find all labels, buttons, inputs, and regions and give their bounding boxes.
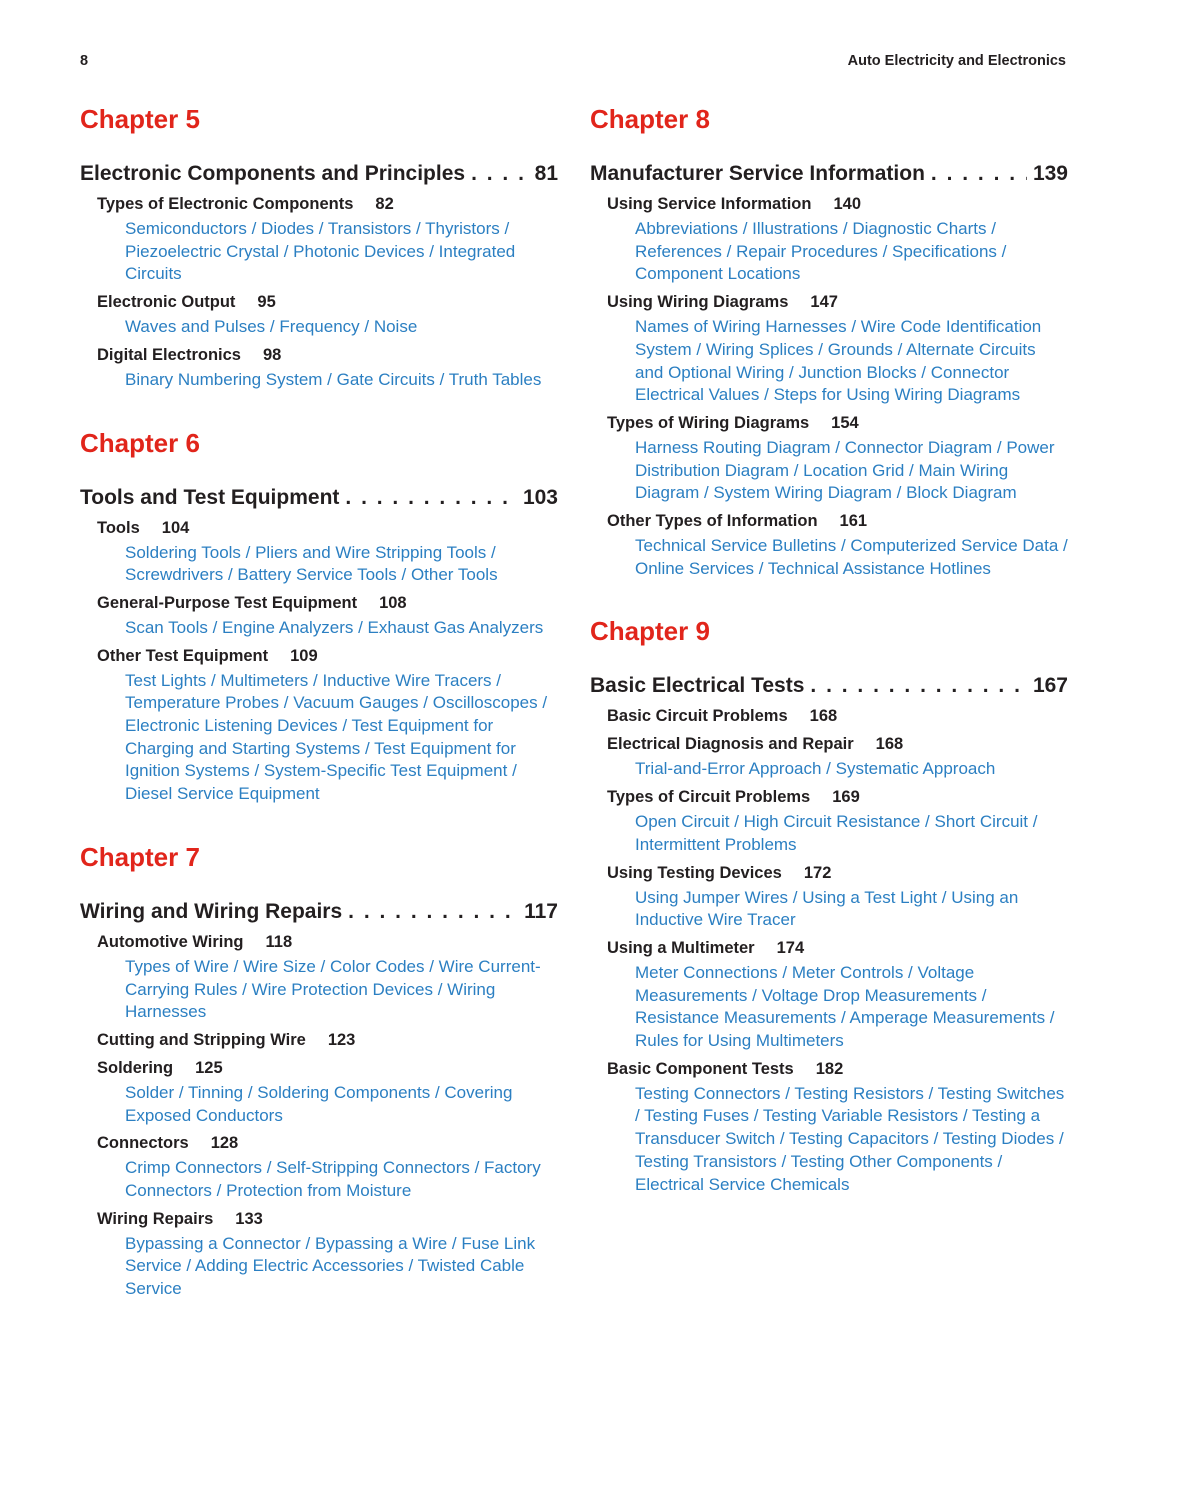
- chapter-page-number: 139: [1032, 162, 1068, 185]
- section-heading[interactable]: [97, 1207, 558, 1231]
- section-heading[interactable]: [97, 930, 558, 954]
- left-column: [80, 100, 558, 1333]
- section-topics[interactable]: Soldering Tools / Pliers and Wire Stripping Tools / Screwdrivers / Battery Service Tools / Other Tools: [125, 542, 498, 585]
- section-title: Tools: [97, 518, 140, 537]
- toc-section: [607, 704, 1068, 728]
- section-title: Basic Component Tests: [607, 1059, 794, 1078]
- toc-section: [97, 516, 558, 587]
- section-page-number: 109: [290, 646, 318, 665]
- dot-leader: [810, 672, 1027, 700]
- toc-section: [607, 785, 1068, 856]
- section-topics[interactable]: Trial-and-Error Approach / Systematic Approach: [635, 759, 996, 779]
- section-page-number: 169: [832, 788, 860, 807]
- section-page-number: 108: [379, 593, 407, 612]
- toc-section: [97, 1207, 558, 1301]
- section-heading[interactable]: [607, 192, 1068, 216]
- toc-section: [97, 644, 558, 806]
- section-page-number: 128: [210, 1134, 239, 1153]
- section-topics[interactable]: Test Lights / Multimeters / Inductive Wire Tracers / Temperature Probes / Vacuum Gauges / Oscilloscopes / Electronic Listening Devices / Test Equipment for Charging and Starting Systems / Test Equipment for Ignition Systems / System-Specific Test Equipment / Diesel Service Equipment: [125, 670, 548, 804]
- section-heading[interactable]: [607, 732, 1068, 756]
- toc-section: [607, 1057, 1068, 1197]
- section-heading[interactable]: [97, 1131, 558, 1155]
- chapter-heading: Chapter 9: [590, 616, 710, 647]
- toc-section: [607, 861, 1068, 932]
- section-topics[interactable]: Bypassing a Connector / Bypassing a Wire / Fuse Link Service / Adding Electric Accessories / Twisted Cable Service: [125, 1233, 536, 1299]
- section-page-number: 123: [327, 1030, 356, 1049]
- section-topics[interactable]: Crimp Connectors / Self-Stripping Connectors / Factory Connectors / Protection from Moisture: [125, 1158, 541, 1201]
- section-title: Types of Electronic Components: [97, 195, 354, 213]
- chapter-page-number: 117: [524, 899, 558, 923]
- chapter-title[interactable]: [80, 898, 558, 926]
- toc-section: [607, 192, 1068, 286]
- section-title: Using Wiring Diagrams: [607, 293, 789, 312]
- chapter-block: [80, 424, 558, 806]
- section-heading[interactable]: [97, 591, 558, 615]
- section-page-number: 154: [831, 413, 859, 432]
- section-heading[interactable]: [607, 1057, 1068, 1081]
- section-topics[interactable]: Technical Service Bulletins / Computerized Service Data / Online Services / Technical Assistance Hotlines: [635, 536, 1068, 578]
- section-heading[interactable]: [607, 704, 1068, 728]
- section-title: Using Testing Devices: [607, 863, 782, 882]
- toc-section: [607, 290, 1068, 407]
- section-topics[interactable]: Abbreviations / Illustrations / Diagnostic Charts / References / Repair Procedures / Specifications / Component Locations: [635, 219, 1007, 284]
- section-title: Digital Electronics: [97, 345, 241, 364]
- section-title: Other Types of Information: [607, 512, 818, 531]
- chapter-page-number: 167: [1032, 674, 1068, 698]
- section-topics[interactable]: Names of Wiring Harnesses / Wire Code Identification System / Wiring Splices / Grounds / Alternate Circuits and Optional Wiring / Junction Blocks / Connector Electrical Values / Steps for Using Wiring Diagrams: [635, 317, 1042, 405]
- section-title: Soldering: [97, 1058, 174, 1077]
- chapter-block: [590, 100, 1068, 580]
- section-page-number: 174: [776, 938, 805, 957]
- section-page-number: 133: [235, 1209, 263, 1228]
- section-topics[interactable]: Scan Tools / Engine Analyzers / Exhaust Gas Analyzers: [125, 617, 544, 637]
- page-number: 8: [80, 53, 89, 69]
- toc-section: [97, 192, 558, 286]
- section-heading[interactable]: [97, 1028, 558, 1052]
- book-title: Auto Electricity and Electronics: [847, 53, 1066, 69]
- chapter-page-number: 103: [522, 485, 558, 509]
- section-topics[interactable]: Waves and Pulses / Frequency / Noise: [125, 317, 418, 337]
- dot-leader: [471, 160, 529, 188]
- section-title: Using Service Information: [607, 195, 812, 213]
- section-title: Electronic Output: [97, 293, 236, 312]
- chapter-block: [80, 838, 558, 1301]
- dot-leader: [931, 160, 1027, 188]
- section-heading[interactable]: [607, 785, 1068, 809]
- section-title: Other Test Equipment: [97, 646, 269, 665]
- toc-section: [97, 1131, 558, 1202]
- section-heading[interactable]: [97, 192, 558, 216]
- section-title: Wiring Repairs: [97, 1209, 214, 1228]
- toc-section: [97, 1028, 558, 1052]
- section-heading[interactable]: [607, 861, 1068, 885]
- section-page-number: 168: [809, 707, 838, 726]
- chapter-title-text: Wiring and Wiring Repairs: [80, 899, 343, 923]
- chapter-heading: Chapter 5: [80, 104, 200, 134]
- toc-section: [97, 1056, 558, 1127]
- chapter-title[interactable]: [80, 484, 558, 512]
- section-page-number: 182: [815, 1059, 844, 1078]
- section-page-number: 168: [875, 735, 904, 754]
- section-title: Types of Circuit Problems: [607, 788, 811, 807]
- toc-section: [97, 930, 558, 1024]
- chapter-block: [80, 100, 558, 392]
- section-heading[interactable]: [97, 516, 558, 540]
- dot-leader: [345, 484, 517, 512]
- section-page-number: 82: [375, 195, 394, 213]
- section-page-number: 98: [262, 345, 282, 364]
- section-title: Cutting and Stripping Wire: [97, 1030, 306, 1049]
- section-page-number: 161: [839, 512, 868, 531]
- section-topics[interactable]: Meter Connections / Meter Controls / Voltage Measurements / Voltage Drop Measurements / Resistance Measurements / Amperage Measurements / Rules for Using Multimeters: [635, 962, 1055, 1051]
- section-title: Connectors: [97, 1134, 189, 1153]
- section-title: Electrical Diagnosis and Repair: [607, 735, 854, 754]
- section-page-number: 172: [803, 863, 832, 882]
- chapter-title-text: Electronic Components and Principles: [80, 162, 466, 185]
- section-topics[interactable]: Harness Routing Diagram / Connector Diagram / Power Distribution Diagram / Location Grid / Main Wiring Diagram / System Wiring Diagram / Block Diagram: [635, 437, 1055, 503]
- section-heading[interactable]: [607, 936, 1068, 960]
- section-heading[interactable]: [607, 509, 1068, 533]
- chapter-title[interactable]: [80, 160, 558, 188]
- section-topics[interactable]: Semiconductors / Diodes / Transistors / Thyristors / Piezoelectric Crystal / Photonic Devices / Integrated Circuits: [125, 219, 516, 284]
- section-heading[interactable]: [97, 290, 558, 314]
- running-head: [80, 53, 1066, 69]
- section-topics[interactable]: Types of Wire / Wire Size / Color Codes / Wire Current-Carrying Rules / Wire Protection Devices / Wiring Harnesses: [125, 956, 541, 1022]
- toc-section: [607, 732, 1068, 781]
- toc-section: [607, 509, 1068, 580]
- chapter-heading: Chapter 8: [590, 104, 710, 134]
- chapter-title-text: Basic Electrical Tests: [590, 674, 805, 698]
- right-column: [590, 100, 1068, 1228]
- section-title: Using a Multimeter: [607, 938, 755, 957]
- section-heading[interactable]: [607, 290, 1068, 314]
- section-topics[interactable]: Using Jumper Wires / Using a Test Light / Using an Inductive Wire Tracer: [635, 887, 1019, 930]
- chapter-heading: Chapter 6: [80, 427, 200, 458]
- toc-section: [607, 411, 1068, 505]
- dot-leader: [348, 898, 518, 926]
- section-heading[interactable]: [607, 411, 1068, 435]
- section-title: General-Purpose Test Equipment: [97, 593, 358, 612]
- section-heading[interactable]: [97, 1056, 558, 1080]
- section-title: Types of Wiring Diagrams: [607, 413, 810, 432]
- chapter-page-number: 81: [534, 162, 558, 185]
- section-title: Automotive Wiring: [97, 932, 244, 951]
- section-page-number: 147: [810, 293, 838, 312]
- toc-section: [607, 936, 1068, 1053]
- section-page-number: 95: [257, 293, 276, 312]
- toc-section: [97, 343, 558, 392]
- section-page-number: 140: [833, 195, 861, 213]
- chapter-title-text: Tools and Test Equipment: [80, 485, 340, 509]
- section-page-number: 125: [195, 1058, 223, 1077]
- section-topics[interactable]: Testing Connectors / Testing Resistors / Testing Switches / Testing Fuses / Testing Variable Resistors / Testing a Transducer Switch / Testing Capacitors / Testing Diodes / Testing Transistors / Testing Other Components / Electrical Service Chemicals: [635, 1083, 1065, 1194]
- toc-section: [97, 290, 558, 339]
- chapter-block: [590, 612, 1068, 1196]
- chapter-title[interactable]: [590, 672, 1068, 700]
- chapter-title[interactable]: [590, 160, 1068, 188]
- section-title: Basic Circuit Problems: [607, 707, 788, 726]
- section-page-number: 104: [161, 518, 190, 537]
- section-topics[interactable]: Open Circuit / High Circuit Resistance / Short Circuit / Intermittent Problems: [635, 812, 1038, 854]
- section-topics[interactable]: Binary Numbering System / Gate Circuits / Truth Tables: [125, 369, 542, 389]
- toc-section: [97, 591, 558, 640]
- section-topics[interactable]: Solder / Tinning / Soldering Components / Covering Exposed Conductors: [125, 1082, 513, 1125]
- section-heading[interactable]: [97, 343, 558, 367]
- chapter-title-text: Manufacturer Service Information: [590, 162, 925, 185]
- section-page-number: 118: [265, 932, 293, 951]
- section-heading[interactable]: [97, 644, 558, 668]
- chapter-heading: Chapter 7: [80, 841, 200, 872]
